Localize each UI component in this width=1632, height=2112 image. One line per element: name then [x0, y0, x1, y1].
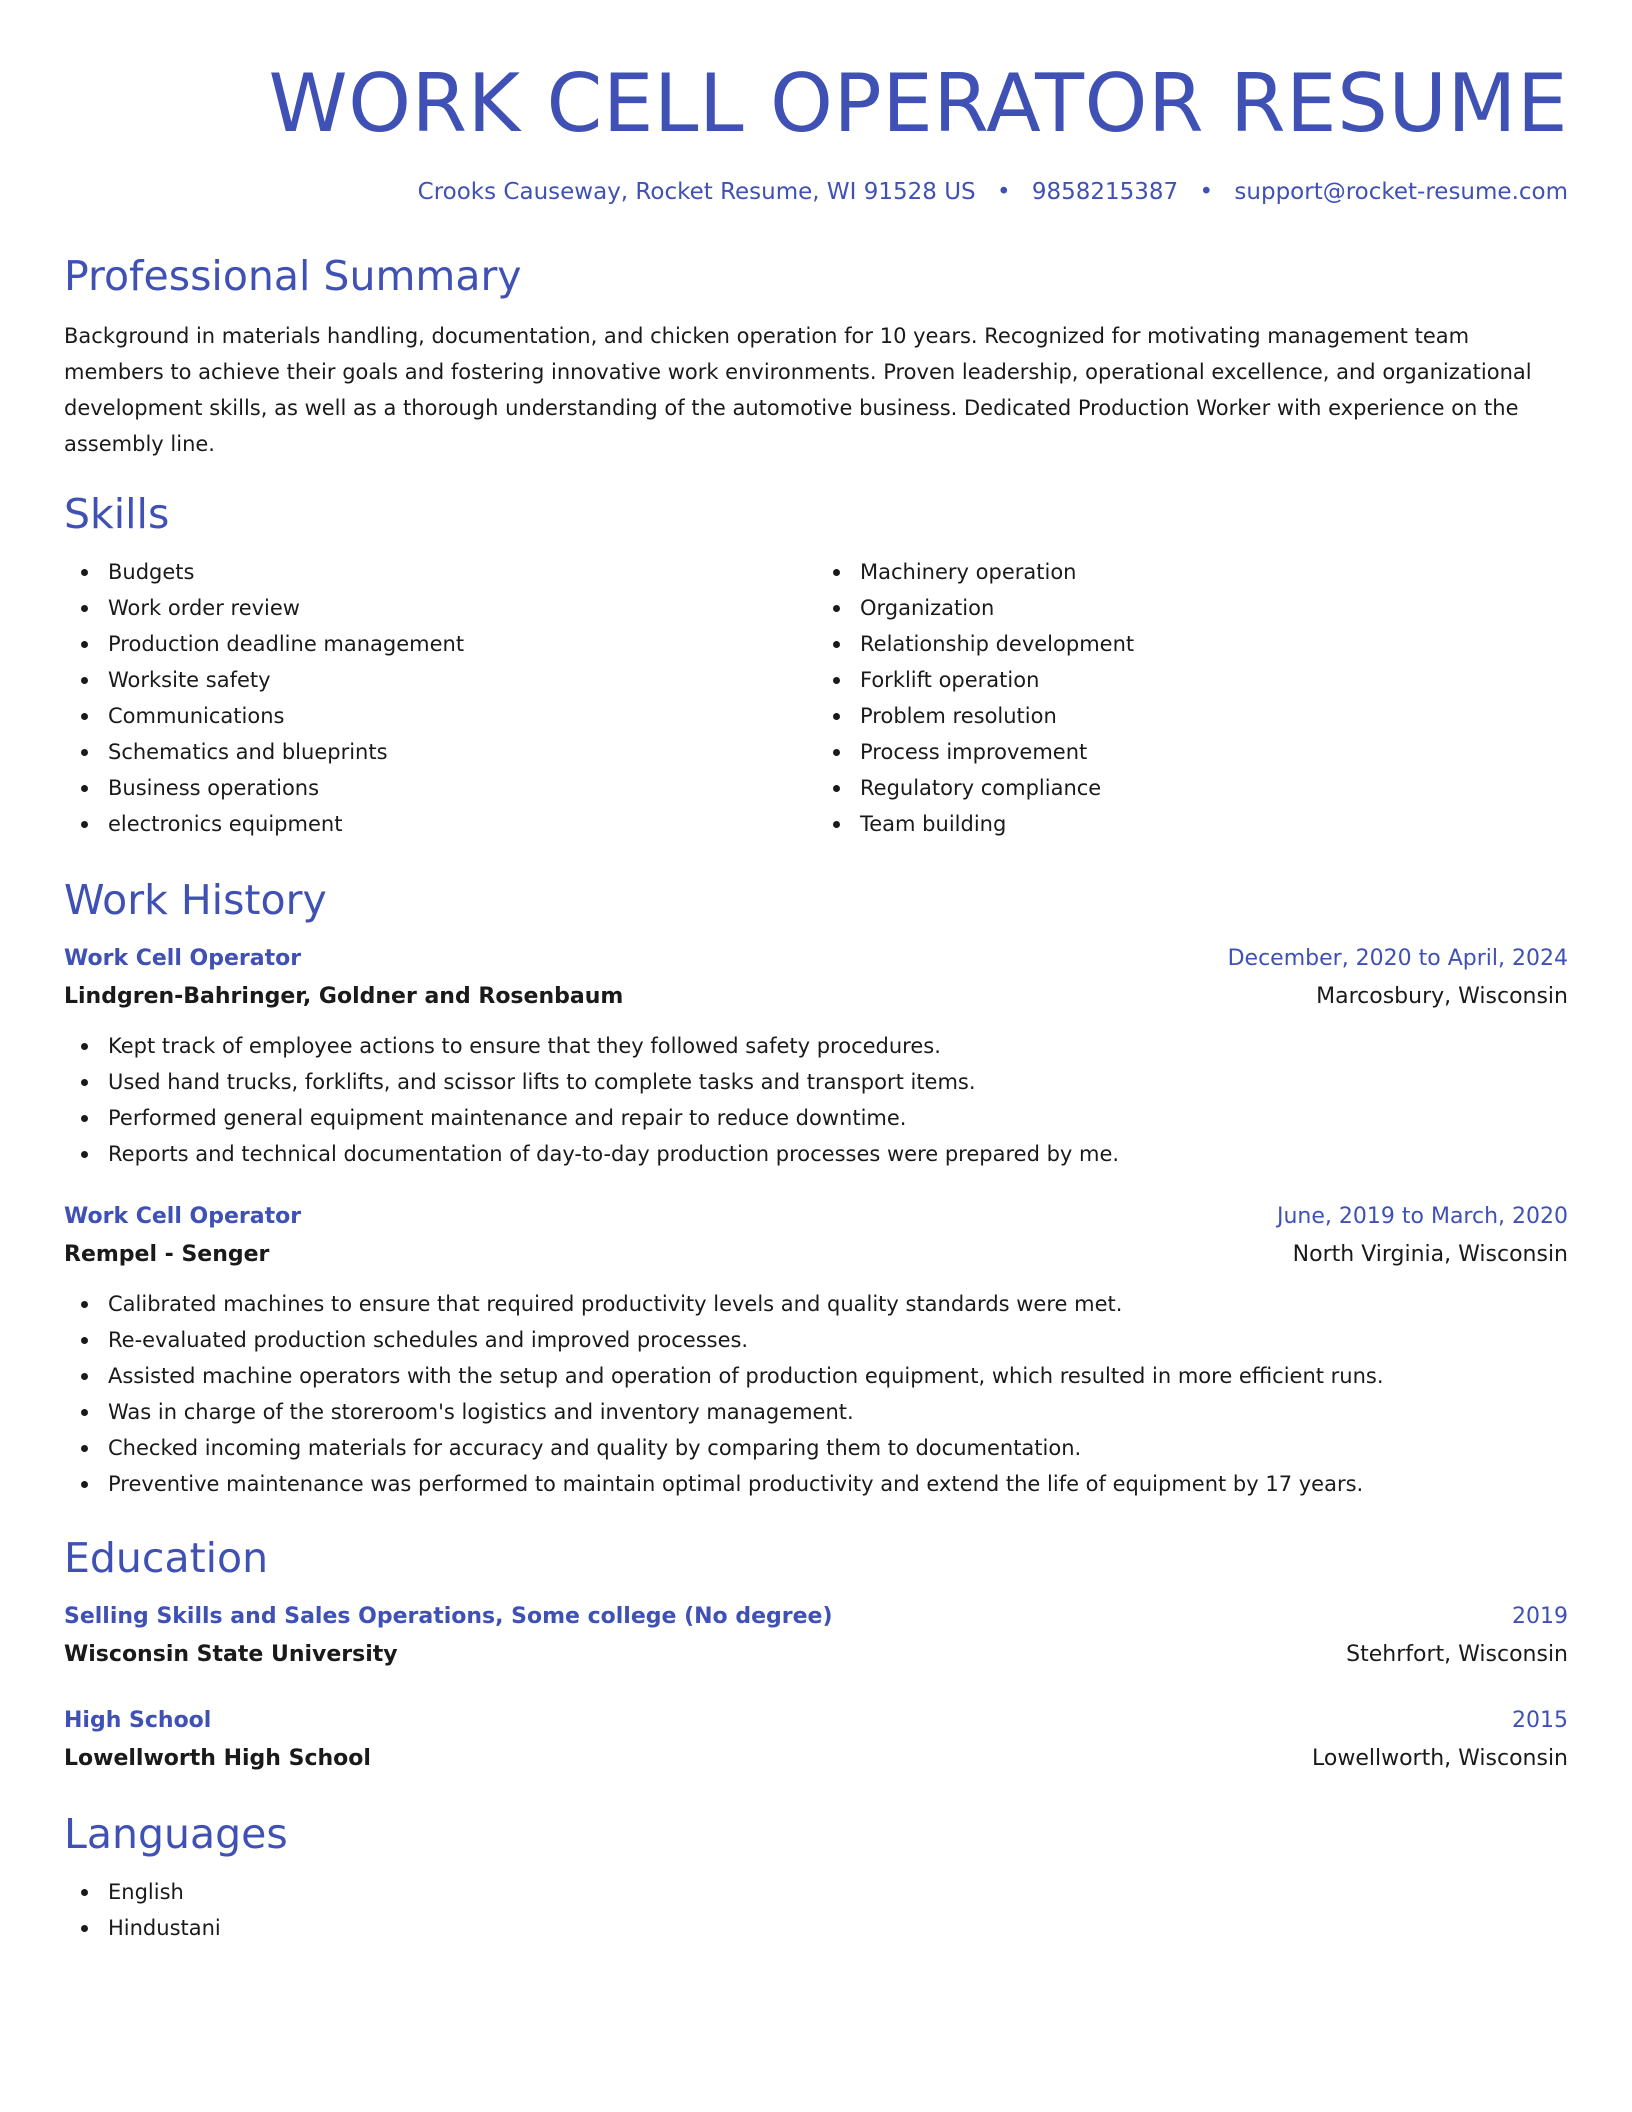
skill-item: Problem resolution: [816, 698, 1568, 734]
job-employer: Lindgren-Bahringer, Goldner and Rosenbaum: [64, 984, 624, 1009]
job-title-row: [64, 1198, 1568, 1236]
education-school-row: [64, 1740, 1568, 1778]
skill-item: Regulatory compliance: [816, 770, 1568, 806]
contact-email[interactable]: support@rocket-resume.com: [1234, 179, 1568, 205]
skills-column-right: [816, 554, 1568, 842]
summary-text: Background in materials handling, documentation, and chicken operation for 10 years. Recognized for motivating management team members to achieve their goals and fostering innovative work environments. Proven leadership, operational excellence, and organizational development skills, as well as a thorough understanding of the automotive business. Dedicated Production Worker with experience on the assembly line.: [64, 324, 1532, 456]
job-duty: Was in charge of the storeroom's logistics and inventory management.: [64, 1394, 1568, 1430]
skill-item: Machinery operation: [816, 554, 1568, 590]
skill-item: Process improvement: [816, 734, 1568, 770]
job-dates: December, 2020 to April, 2024: [1227, 946, 1568, 971]
education-school: Lowellworth High School: [64, 1746, 371, 1771]
contact-address: Crooks Causeway, Rocket Resume, WI 91528 US: [417, 179, 976, 205]
contact-separator: •: [996, 179, 1011, 205]
summary-heading: Professional Summary: [64, 252, 522, 300]
job-employer-row: [64, 978, 1568, 1016]
education-title: High School: [64, 1708, 212, 1733]
job-duties-list: [64, 1028, 1568, 1172]
job-employer-row: [64, 1236, 1568, 1274]
skill-item: Organization: [816, 590, 1568, 626]
job-dates: June, 2019 to March, 2020: [1277, 1204, 1568, 1229]
skill-item: Communications: [64, 698, 816, 734]
education-year: 2015: [1512, 1708, 1568, 1733]
education-heading: Education: [64, 1534, 269, 1582]
job-duty: Calibrated machines to ensure that required productivity levels and quality standards were met.: [64, 1286, 1568, 1322]
job-title: Work Cell Operator: [64, 1204, 302, 1229]
job-duty: Preventive maintenance was performed to maintain optimal productivity and extend the life of equipment by 17 years.: [64, 1466, 1568, 1502]
skill-item: Forklift operation: [816, 662, 1568, 698]
education-title: Selling Skills and Sales Operations, Some college (No degree): [64, 1604, 833, 1629]
contact-separator: •: [1199, 179, 1214, 205]
language-item: Hindustani: [64, 1910, 1568, 1946]
skill-item: Production deadline management: [64, 626, 816, 662]
resume-title: WORK CELL OPERATOR RESUME: [268, 57, 1568, 150]
skills-column-left: [64, 554, 816, 842]
job-duties-list: [64, 1286, 1568, 1502]
job-duty: Checked incoming materials for accuracy and quality by comparing them to documentation.: [64, 1430, 1568, 1466]
job-duty: Kept track of employee actions to ensure that they followed safety procedures.: [64, 1028, 1568, 1064]
language-item: English: [64, 1874, 1568, 1910]
skill-item: Work order review: [64, 590, 816, 626]
education-location: Lowellworth, Wisconsin: [1312, 1746, 1568, 1771]
education-entry: [64, 1598, 1568, 1674]
work-history-heading: Work History: [64, 876, 327, 924]
education-year: 2019: [1512, 1604, 1568, 1629]
skill-item: Relationship development: [816, 626, 1568, 662]
job-employer: Rempel - Senger: [64, 1242, 270, 1267]
skill-item: electronics equipment: [64, 806, 816, 842]
education-school-row: [64, 1636, 1568, 1674]
job-duty: Used hand trucks, forklifts, and scissor lifts to complete tasks and transport items.: [64, 1064, 1568, 1100]
job-title-row: [64, 940, 1568, 978]
job-entry: [64, 1198, 1568, 1502]
contact-phone: 9858215387: [1031, 179, 1179, 205]
skill-item: Schematics and blueprints: [64, 734, 816, 770]
job-location: Marcosbury, Wisconsin: [1316, 984, 1568, 1009]
job-duty: Re-evaluated production schedules and improved processes.: [64, 1322, 1568, 1358]
education-location: Stehrfort, Wisconsin: [1346, 1642, 1568, 1667]
job-duty: Reports and technical documentation of day-to-day production processes were prepared by me.: [64, 1136, 1568, 1172]
job-duty: Performed general equipment maintenance and repair to reduce downtime.: [64, 1100, 1568, 1136]
education-title-row: [64, 1598, 1568, 1636]
job-title: Work Cell Operator: [64, 946, 302, 971]
contact-line: [64, 176, 1568, 208]
languages-list: [64, 1874, 1568, 1946]
skill-item: Budgets: [64, 554, 816, 590]
skill-item: Team building: [816, 806, 1568, 842]
education-school: Wisconsin State University: [64, 1642, 398, 1667]
job-location: North Virginia, Wisconsin: [1292, 1242, 1568, 1267]
education-entry: [64, 1702, 1568, 1778]
skill-item: Worksite safety: [64, 662, 816, 698]
languages-heading: Languages: [64, 1810, 288, 1858]
skills-heading: Skills: [64, 490, 170, 538]
job-entry: [64, 940, 1568, 1172]
education-title-row: [64, 1702, 1568, 1740]
skills-grid: [64, 554, 1568, 842]
job-duty: Assisted machine operators with the setup and operation of production equipment, which resulted in more efficient runs.: [64, 1358, 1568, 1394]
skill-item: Business operations: [64, 770, 816, 806]
